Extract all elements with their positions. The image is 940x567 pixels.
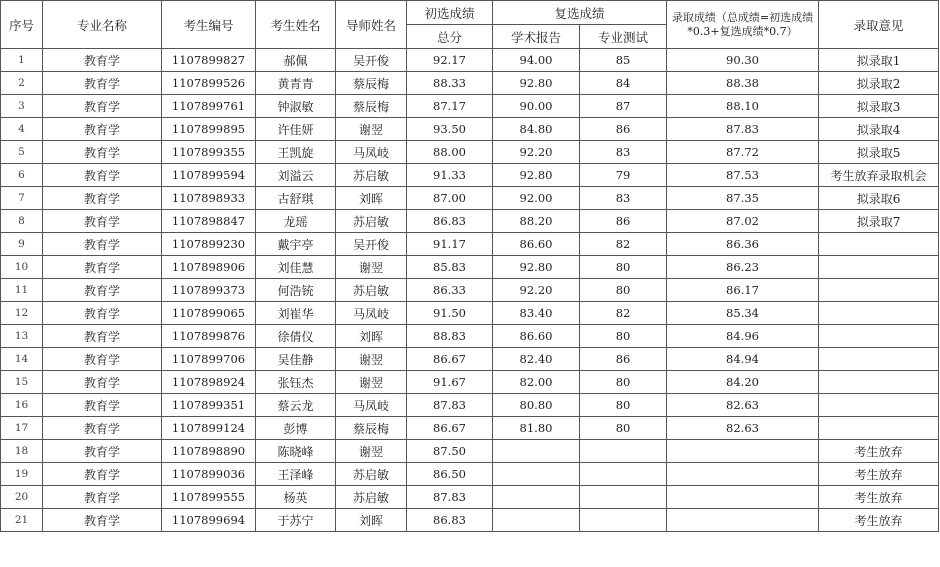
table-row [1,72,939,95]
cell-index: 17 [1,417,43,440]
header-admission-opinion: 录取意见 [819,1,939,49]
table-row [1,486,939,509]
header-professional-test: 专业测试 [580,25,667,49]
cell-initial-total: 88.33 [407,72,493,95]
cell-mentor: 苏启敏 [336,279,407,302]
cell-initial-total: 91.17 [407,233,493,256]
cell-admission-score [667,440,819,463]
table-row [1,164,939,187]
cell-admission-opinion [819,394,939,417]
cell-student-name: 何浩铳 [256,279,336,302]
cell-professional-test: 80 [580,256,667,279]
table-body [1,49,939,532]
cell-index: 12 [1,302,43,325]
cell-initial-total: 91.50 [407,302,493,325]
cell-major: 教育学 [43,72,162,95]
cell-professional-test [580,463,667,486]
cell-exam-id: 1107899706 [162,348,256,371]
cell-admission-opinion: 拟录取6 [819,187,939,210]
cell-index: 10 [1,256,43,279]
cell-mentor: 谢翌 [336,118,407,141]
cell-admission-opinion: 拟录取5 [819,141,939,164]
cell-major: 教育学 [43,371,162,394]
cell-initial-total: 87.17 [407,95,493,118]
cell-major: 教育学 [43,348,162,371]
cell-academic-report: 83.40 [493,302,580,325]
cell-admission-opinion [819,302,939,325]
cell-initial-total: 88.00 [407,141,493,164]
cell-exam-id: 1107899351 [162,394,256,417]
cell-mentor: 蔡辰梅 [336,95,407,118]
cell-admission-opinion [819,279,939,302]
cell-professional-test: 82 [580,302,667,325]
cell-exam-id: 1107899555 [162,486,256,509]
cell-admission-opinion [819,325,939,348]
cell-student-name: 于苏宁 [256,509,336,532]
cell-admission-opinion [819,256,939,279]
cell-student-name: 蔡云龙 [256,394,336,417]
cell-major: 教育学 [43,256,162,279]
cell-student-name: 王凯旋 [256,141,336,164]
cell-admission-score: 84.20 [667,371,819,394]
cell-admission-score: 88.10 [667,95,819,118]
cell-mentor: 谢翌 [336,440,407,463]
cell-mentor: 马凤岐 [336,302,407,325]
cell-exam-id: 1107898847 [162,210,256,233]
cell-index: 7 [1,187,43,210]
cell-student-name: 徐倩仪 [256,325,336,348]
cell-admission-score: 86.23 [667,256,819,279]
cell-professional-test: 80 [580,325,667,348]
cell-initial-total: 85.83 [407,256,493,279]
cell-admission-score: 84.96 [667,325,819,348]
cell-exam-id: 1107899373 [162,279,256,302]
table-row [1,141,939,164]
table-row [1,49,939,72]
cell-major: 教育学 [43,49,162,72]
cell-academic-report: 86.60 [493,233,580,256]
cell-professional-test: 86 [580,118,667,141]
table-row [1,256,939,279]
cell-academic-report: 86.60 [493,325,580,348]
cell-initial-total: 92.17 [407,49,493,72]
cell-exam-id: 1107899895 [162,118,256,141]
cell-index: 6 [1,164,43,187]
cell-index: 19 [1,463,43,486]
cell-major: 教育学 [43,118,162,141]
cell-student-name: 戴宇亭 [256,233,336,256]
cell-initial-total: 93.50 [407,118,493,141]
cell-academic-report: 94.00 [493,49,580,72]
cell-index: 5 [1,141,43,164]
cell-mentor: 刘晖 [336,509,407,532]
cell-index: 21 [1,509,43,532]
cell-academic-report [493,486,580,509]
cell-mentor: 苏启敏 [336,486,407,509]
cell-admission-opinion: 考生放弃 [819,486,939,509]
cell-index: 8 [1,210,43,233]
cell-index: 20 [1,486,43,509]
cell-index: 15 [1,371,43,394]
cell-student-name: 杨英 [256,486,336,509]
cell-admission-opinion: 拟录取1 [819,49,939,72]
cell-exam-id: 1107899526 [162,72,256,95]
cell-student-name: 龙瑶 [256,210,336,233]
cell-admission-score: 85.34 [667,302,819,325]
cell-index: 13 [1,325,43,348]
cell-major: 教育学 [43,279,162,302]
cell-admission-score: 82.63 [667,394,819,417]
table-row [1,463,939,486]
cell-initial-total: 86.83 [407,509,493,532]
cell-student-name: 许佳妍 [256,118,336,141]
cell-academic-report: 92.00 [493,187,580,210]
cell-academic-report: 82.00 [493,371,580,394]
cell-professional-test: 83 [580,187,667,210]
cell-admission-opinion: 拟录取4 [819,118,939,141]
cell-professional-test: 83 [580,141,667,164]
cell-student-name: 吴佳静 [256,348,336,371]
table-row [1,417,939,440]
cell-professional-test: 80 [580,371,667,394]
cell-initial-total: 86.83 [407,210,493,233]
cell-exam-id: 1107898924 [162,371,256,394]
table-row [1,325,939,348]
cell-academic-report: 92.80 [493,256,580,279]
cell-student-name: 黄青青 [256,72,336,95]
cell-professional-test: 79 [580,164,667,187]
cell-academic-report: 81.80 [493,417,580,440]
header-admission-score: 录取成绩（总成绩=初选成绩*0.3+复选成绩*0.7） [667,1,819,49]
cell-admission-score: 86.36 [667,233,819,256]
cell-major: 教育学 [43,394,162,417]
cell-mentor: 刘晖 [336,187,407,210]
cell-exam-id: 1107899036 [162,463,256,486]
cell-academic-report: 84.80 [493,118,580,141]
cell-index: 16 [1,394,43,417]
cell-index: 2 [1,72,43,95]
cell-initial-total: 91.33 [407,164,493,187]
cell-admission-score: 90.30 [667,49,819,72]
cell-initial-total: 87.83 [407,486,493,509]
cell-index: 1 [1,49,43,72]
table-row [1,118,939,141]
cell-exam-id: 1107898933 [162,187,256,210]
cell-major: 教育学 [43,233,162,256]
cell-student-name: 刘溢云 [256,164,336,187]
header-initial-score: 初选成绩 [407,1,493,25]
cell-initial-total: 87.00 [407,187,493,210]
cell-exam-id: 1107899876 [162,325,256,348]
cell-student-name: 郝佩 [256,49,336,72]
table-row [1,509,939,532]
cell-major: 教育学 [43,164,162,187]
cell-admission-score: 84.94 [667,348,819,371]
table-row [1,348,939,371]
cell-professional-test: 85 [580,49,667,72]
table-row [1,394,939,417]
cell-academic-report [493,440,580,463]
cell-professional-test: 84 [580,72,667,95]
cell-index: 14 [1,348,43,371]
cell-student-name: 钟淑敏 [256,95,336,118]
cell-admission-score [667,509,819,532]
cell-admission-score: 82.63 [667,417,819,440]
cell-student-name: 刘佳慧 [256,256,336,279]
table-row [1,210,939,233]
cell-mentor: 马凤岐 [336,394,407,417]
cell-admission-score [667,463,819,486]
cell-initial-total: 86.67 [407,417,493,440]
cell-academic-report: 92.20 [493,141,580,164]
cell-professional-test: 80 [580,417,667,440]
cell-student-name: 刘崔华 [256,302,336,325]
cell-index: 11 [1,279,43,302]
cell-admission-opinion: 拟录取2 [819,72,939,95]
cell-major: 教育学 [43,486,162,509]
cell-major: 教育学 [43,417,162,440]
table-row [1,233,939,256]
cell-student-name: 王泽峰 [256,463,336,486]
cell-exam-id: 1107899594 [162,164,256,187]
cell-mentor: 吴开俊 [336,233,407,256]
cell-admission-score: 86.17 [667,279,819,302]
cell-professional-test [580,509,667,532]
cell-mentor: 谢翌 [336,348,407,371]
table-header [1,1,939,49]
header-row-1 [1,1,939,25]
cell-academic-report: 92.80 [493,72,580,95]
cell-student-name: 古舒琪 [256,187,336,210]
cell-mentor: 蔡辰梅 [336,72,407,95]
cell-exam-id: 1107899761 [162,95,256,118]
cell-exam-id: 1107899124 [162,417,256,440]
cell-exam-id: 1107898906 [162,256,256,279]
cell-exam-id: 1107898890 [162,440,256,463]
cell-student-name: 陈晓峰 [256,440,336,463]
cell-academic-report [493,463,580,486]
cell-admission-opinion: 考生放弃录取机会 [819,164,939,187]
header-initial-total: 总分 [407,25,493,49]
cell-index: 4 [1,118,43,141]
cell-admission-opinion [819,371,939,394]
cell-professional-test [580,440,667,463]
cell-admission-opinion [819,348,939,371]
cell-professional-test: 86 [580,348,667,371]
cell-academic-report [493,509,580,532]
cell-mentor: 吴开俊 [336,49,407,72]
cell-admission-opinion: 拟录取7 [819,210,939,233]
header-exam-id: 考生编号 [162,1,256,49]
cell-professional-test: 82 [580,233,667,256]
cell-mentor: 马凤岐 [336,141,407,164]
cell-initial-total: 86.33 [407,279,493,302]
cell-mentor: 刘晖 [336,325,407,348]
cell-exam-id: 1107899065 [162,302,256,325]
header-academic-report: 学术报告 [493,25,580,49]
cell-exam-id: 1107899827 [162,49,256,72]
cell-major: 教育学 [43,463,162,486]
cell-admission-score: 87.35 [667,187,819,210]
cell-academic-report: 80.80 [493,394,580,417]
cell-admission-score: 87.72 [667,141,819,164]
table-row [1,440,939,463]
cell-mentor: 谢翌 [336,371,407,394]
cell-academic-report: 92.20 [493,279,580,302]
cell-major: 教育学 [43,302,162,325]
cell-index: 3 [1,95,43,118]
header-major: 专业名称 [43,1,162,49]
table-row [1,279,939,302]
cell-index: 9 [1,233,43,256]
cell-initial-total: 88.83 [407,325,493,348]
cell-admission-score: 87.53 [667,164,819,187]
header-index: 序号 [1,1,43,49]
cell-major: 教育学 [43,95,162,118]
cell-initial-total: 86.67 [407,348,493,371]
cell-initial-total: 86.50 [407,463,493,486]
cell-academic-report: 92.80 [493,164,580,187]
cell-mentor: 谢翌 [336,256,407,279]
cell-admission-opinion [819,417,939,440]
cell-admission-opinion: 考生放弃 [819,440,939,463]
cell-admission-opinion: 考生放弃 [819,463,939,486]
cell-admission-score [667,486,819,509]
cell-professional-test: 86 [580,210,667,233]
cell-initial-total: 91.67 [407,371,493,394]
cell-major: 教育学 [43,509,162,532]
cell-major: 教育学 [43,325,162,348]
cell-mentor: 苏启敏 [336,210,407,233]
cell-admission-opinion: 考生放弃 [819,509,939,532]
cell-admission-score: 87.83 [667,118,819,141]
cell-exam-id: 1107899230 [162,233,256,256]
cell-initial-total: 87.50 [407,440,493,463]
header-second-score: 复选成绩 [493,1,667,25]
cell-student-name: 彭博 [256,417,336,440]
cell-admission-opinion: 拟录取3 [819,95,939,118]
cell-admission-score: 88.38 [667,72,819,95]
cell-professional-test [580,486,667,509]
cell-academic-report: 82.40 [493,348,580,371]
cell-exam-id: 1107899355 [162,141,256,164]
cell-mentor: 苏启敏 [336,463,407,486]
cell-major: 教育学 [43,141,162,164]
cell-professional-test: 80 [580,279,667,302]
cell-initial-total: 87.83 [407,394,493,417]
cell-major: 教育学 [43,440,162,463]
table-row [1,302,939,325]
cell-academic-report: 90.00 [493,95,580,118]
table-row [1,371,939,394]
cell-major: 教育学 [43,187,162,210]
header-student-name: 考生姓名 [256,1,336,49]
cell-mentor: 苏启敏 [336,164,407,187]
table-row [1,95,939,118]
cell-major: 教育学 [43,210,162,233]
cell-mentor: 蔡辰梅 [336,417,407,440]
cell-academic-report: 88.20 [493,210,580,233]
cell-index: 18 [1,440,43,463]
cell-admission-score: 87.02 [667,210,819,233]
cell-student-name: 张钰杰 [256,371,336,394]
table-row [1,187,939,210]
cell-professional-test: 80 [580,394,667,417]
cell-professional-test: 87 [580,95,667,118]
cell-exam-id: 1107899694 [162,509,256,532]
header-mentor: 导师姓名 [336,1,407,49]
cell-admission-opinion [819,233,939,256]
